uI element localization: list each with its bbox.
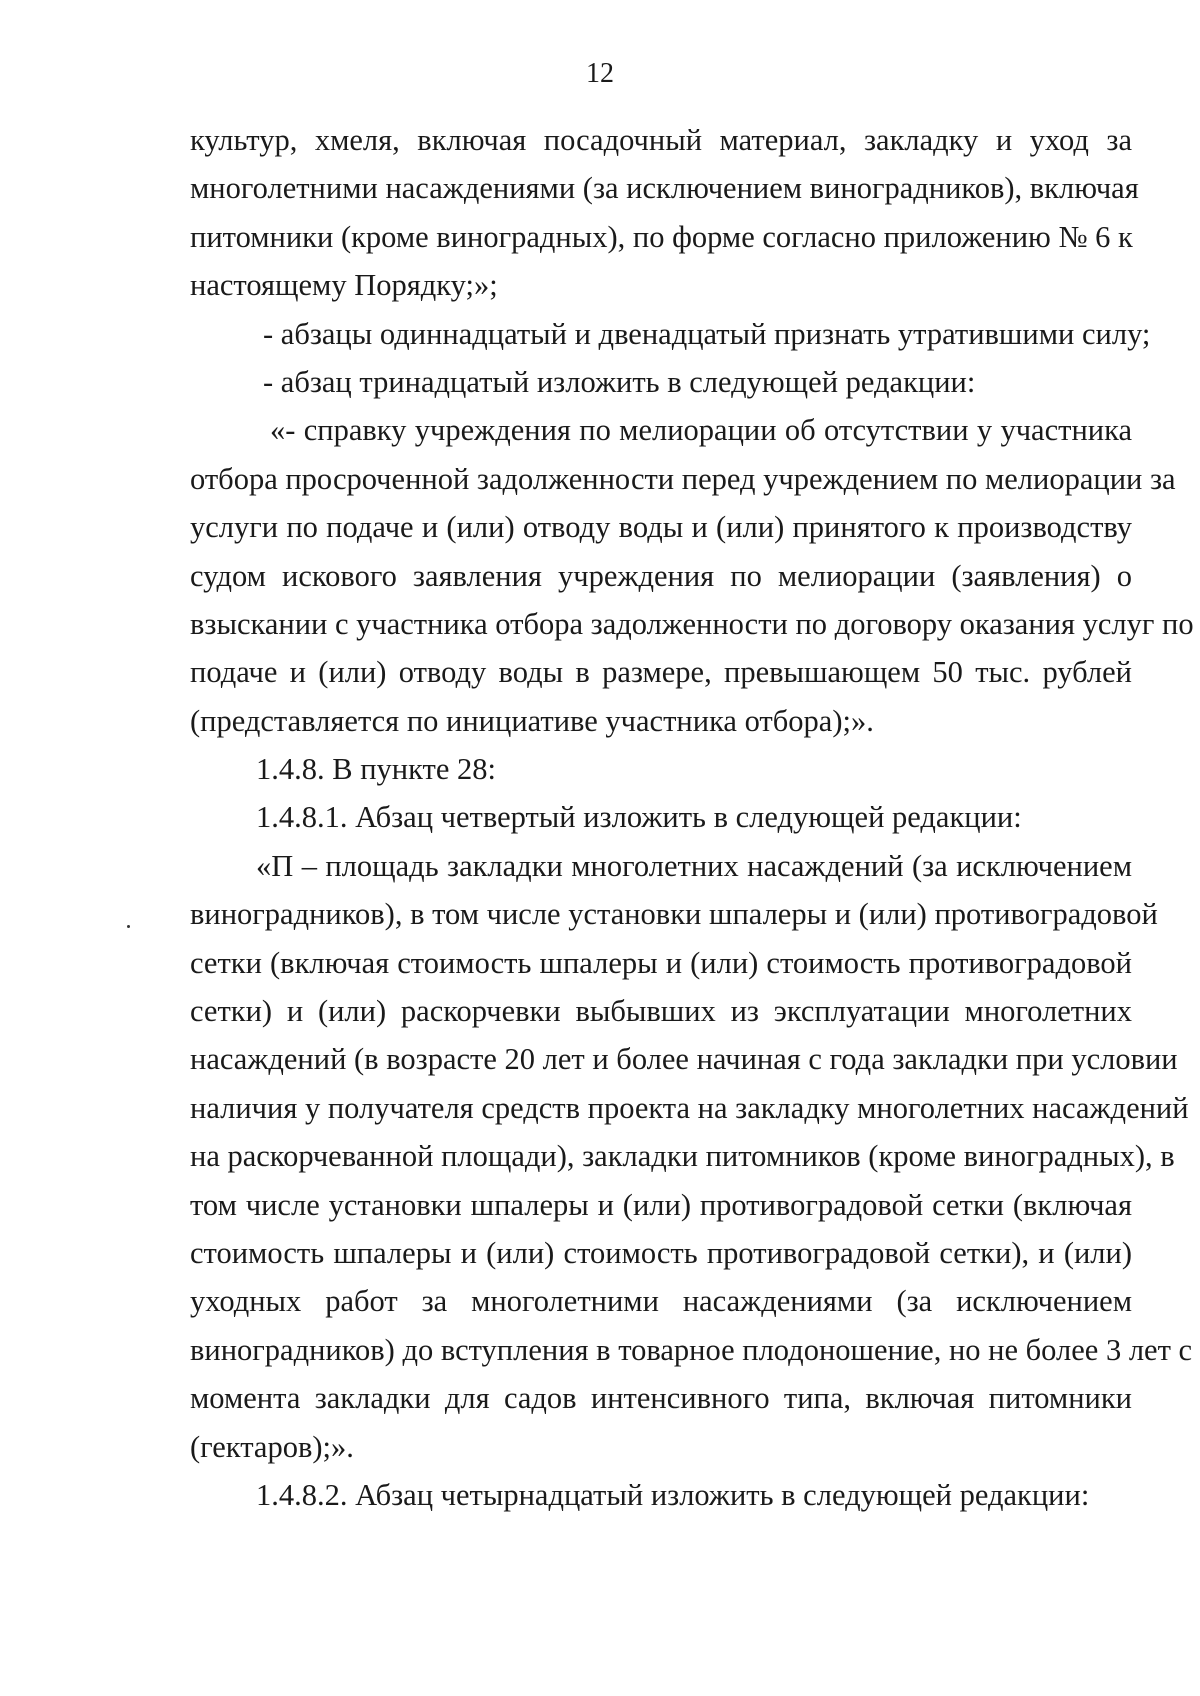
text-line: сетки) и (или) раскорчевки выбывших из эксплуатации многолетних (190, 994, 1132, 1029)
text-line: - абзацы одиннадцатый и двенадцатый признать утратившими силу; (263, 316, 1151, 351)
section-heading: 1.4.8. В пункте 28: (256, 752, 496, 787)
text-line: наличия у получателя средств проекта на закладку многолетних насаждений (190, 1090, 1189, 1125)
text-line: услуги по подаче и (или) отводу воды и (или) принятого к производству (190, 510, 1132, 545)
text-line: том числе установки шпалеры и (или) противоградовой сетки (включая (190, 1187, 1132, 1222)
text-line: настоящему Порядку;»; (190, 268, 498, 303)
section-heading: 1.4.8.1. Абзац четвертый изложить в следующей редакции: (256, 800, 1022, 835)
text-line: «- справку учреждения по мелиорации об отсутствии у участника (270, 413, 1132, 448)
text-line: (представляется по инициативе участника отбора);». (190, 703, 874, 738)
text-line: «П – площадь закладки многолетних насаждений (за исключением (256, 848, 1132, 883)
text-line: на раскорчеванной площади), закладки питомников (кроме виноградных), в (190, 1139, 1175, 1174)
text-line: момента закладки для садов интенсивного типа, включая питомники (190, 1381, 1132, 1416)
text-line: питомники (кроме виноградных), по форме согласно приложению № 6 к (190, 219, 1133, 254)
text-line: стоимость шпалеры и (или) стоимость противоградовой сетки), и (или) (190, 1235, 1132, 1270)
text-line: насаждений (в возрасте 20 лет и более начиная с года закладки при условии (190, 1042, 1178, 1077)
section-heading: 1.4.8.2. Абзац четырнадцатый изложить в следующей редакции: (256, 1477, 1090, 1512)
text-line: судом искового заявления учреждения по мелиорации (заявления) о (190, 558, 1132, 593)
document-body (190, 116, 1194, 1519)
text-line: виноградников), в том числе установки шпалеры и (или) противоградовой (190, 897, 1158, 932)
text-line: виноградников) до вступления в товарное плодоношение, но не более 3 лет с (190, 1332, 1193, 1367)
text-line: культур, хмеля, включая посадочный материал, закладку и уход за (190, 123, 1132, 157)
text-line: взыскании с участника отбора задолженности по договору оказания услуг по (190, 606, 1194, 641)
page-number: 12 (586, 58, 614, 89)
text-line: подаче и (или) отводу воды в размере, превышающем 50 тыс. рублей (190, 655, 1132, 690)
text-line: отбора просроченной задолженности перед учреждением по мелиорации за (190, 461, 1176, 496)
text-line: (гектаров);». (190, 1429, 354, 1464)
text-line: уходных работ за многолетними насаждениями (за исключением (190, 1284, 1132, 1319)
margin-mark (127, 925, 130, 928)
text-line: сетки (включая стоимость шпалеры и (или) стоимость противоградовой (190, 945, 1132, 980)
text-line: многолетними насаждениями (за исключением виноградников), включая (190, 171, 1139, 206)
text-line: - абзац тринадцатый изложить в следующей редакции: (263, 364, 976, 399)
